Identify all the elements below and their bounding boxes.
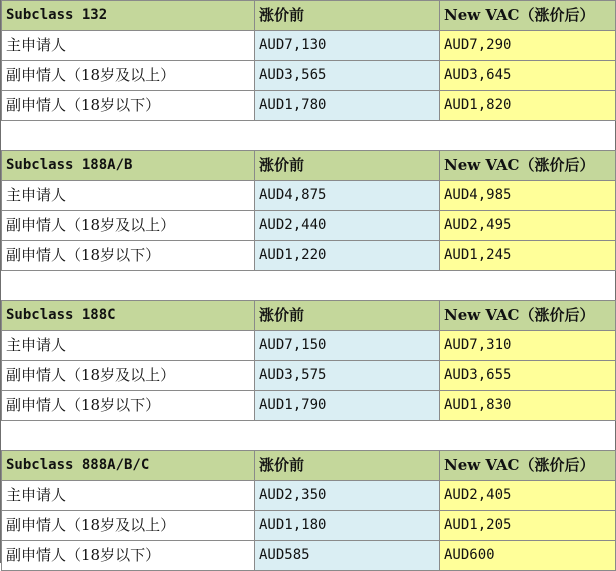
- table-row: [2, 181, 616, 211]
- fee-after: AUD2,405: [440, 481, 616, 511]
- subclass-title: Subclass 132: [2, 1, 255, 31]
- section-header-row: [2, 1, 616, 31]
- after-column-header: New VAC（涨价后）: [440, 451, 616, 481]
- fee-after: AUD3,645: [440, 61, 616, 91]
- table-row: [2, 91, 616, 121]
- fee-after: AUD1,820: [440, 91, 616, 121]
- before-column-header: 涨价前: [255, 1, 440, 31]
- section-header-row: [2, 151, 616, 181]
- fee-table-section: [1, 150, 616, 271]
- applicant-label: 副申情人（18岁以下）: [2, 541, 255, 571]
- fee-after: AUD7,290: [440, 31, 616, 61]
- table-row: [2, 541, 616, 571]
- section-header-row: [2, 301, 616, 331]
- fee-after: AUD7,310: [440, 331, 616, 361]
- applicant-label: 主申请人: [2, 331, 255, 361]
- after-column-header: New VAC（涨价后）: [440, 151, 616, 181]
- section-spacer: [1, 271, 615, 300]
- section-spacer: [1, 421, 615, 450]
- fee-before: AUD7,130: [255, 31, 440, 61]
- table-row: [2, 511, 616, 541]
- before-column-header: 涨价前: [255, 151, 440, 181]
- applicant-label: 副申情人（18岁以下）: [2, 91, 255, 121]
- applicant-label: 副申情人（18岁及以上）: [2, 211, 255, 241]
- subclass-title: Subclass 888A/B/C: [2, 451, 255, 481]
- table-row: [2, 31, 616, 61]
- fee-before: AUD1,790: [255, 391, 440, 421]
- fee-after: AUD1,205: [440, 511, 616, 541]
- fee-after: AUD1,245: [440, 241, 616, 271]
- fee-table-section: [1, 300, 616, 421]
- fee-after: AUD4,985: [440, 181, 616, 211]
- fee-before: AUD3,575: [255, 361, 440, 391]
- table-row: [2, 331, 616, 361]
- before-column-header: 涨价前: [255, 301, 440, 331]
- fee-before: AUD2,440: [255, 211, 440, 241]
- section-header-row: [2, 451, 616, 481]
- before-column-header: 涨价前: [255, 451, 440, 481]
- applicant-label: 副申情人（18岁及以上）: [2, 511, 255, 541]
- applicant-label: 主申请人: [2, 31, 255, 61]
- table-row: [2, 361, 616, 391]
- table-row: [2, 481, 616, 511]
- table-row: [2, 211, 616, 241]
- fee-before: AUD4,875: [255, 181, 440, 211]
- fee-after: AUD1,830: [440, 391, 616, 421]
- fee-before: AUD1,220: [255, 241, 440, 271]
- fee-before: AUD1,180: [255, 511, 440, 541]
- applicant-label: 副申情人（18岁以下）: [2, 391, 255, 421]
- fee-before: AUD2,350: [255, 481, 440, 511]
- fee-after: AUD3,655: [440, 361, 616, 391]
- applicant-label: 主申请人: [2, 181, 255, 211]
- applicant-label: 副申情人（18岁以下）: [2, 241, 255, 271]
- fee-table-section: [1, 450, 616, 571]
- fee-before: AUD7,150: [255, 331, 440, 361]
- table-row: [2, 391, 616, 421]
- fee-table-section: [1, 0, 616, 121]
- applicant-label: 副申情人（18岁及以上）: [2, 361, 255, 391]
- table-row: [2, 61, 616, 91]
- fee-after: AUD600: [440, 541, 616, 571]
- fee-before: AUD3,565: [255, 61, 440, 91]
- applicant-label: 副申情人（18岁及以上）: [2, 61, 255, 91]
- after-column-header: New VAC（涨价后）: [440, 1, 616, 31]
- subclass-title: Subclass 188C: [2, 301, 255, 331]
- fee-before: AUD585: [255, 541, 440, 571]
- after-column-header: New VAC（涨价后）: [440, 301, 616, 331]
- fee-before: AUD1,780: [255, 91, 440, 121]
- applicant-label: 主申请人: [2, 481, 255, 511]
- table-row: [2, 241, 616, 271]
- fee-after: AUD2,495: [440, 211, 616, 241]
- subclass-title: Subclass 188A/B: [2, 151, 255, 181]
- section-spacer: [1, 121, 615, 150]
